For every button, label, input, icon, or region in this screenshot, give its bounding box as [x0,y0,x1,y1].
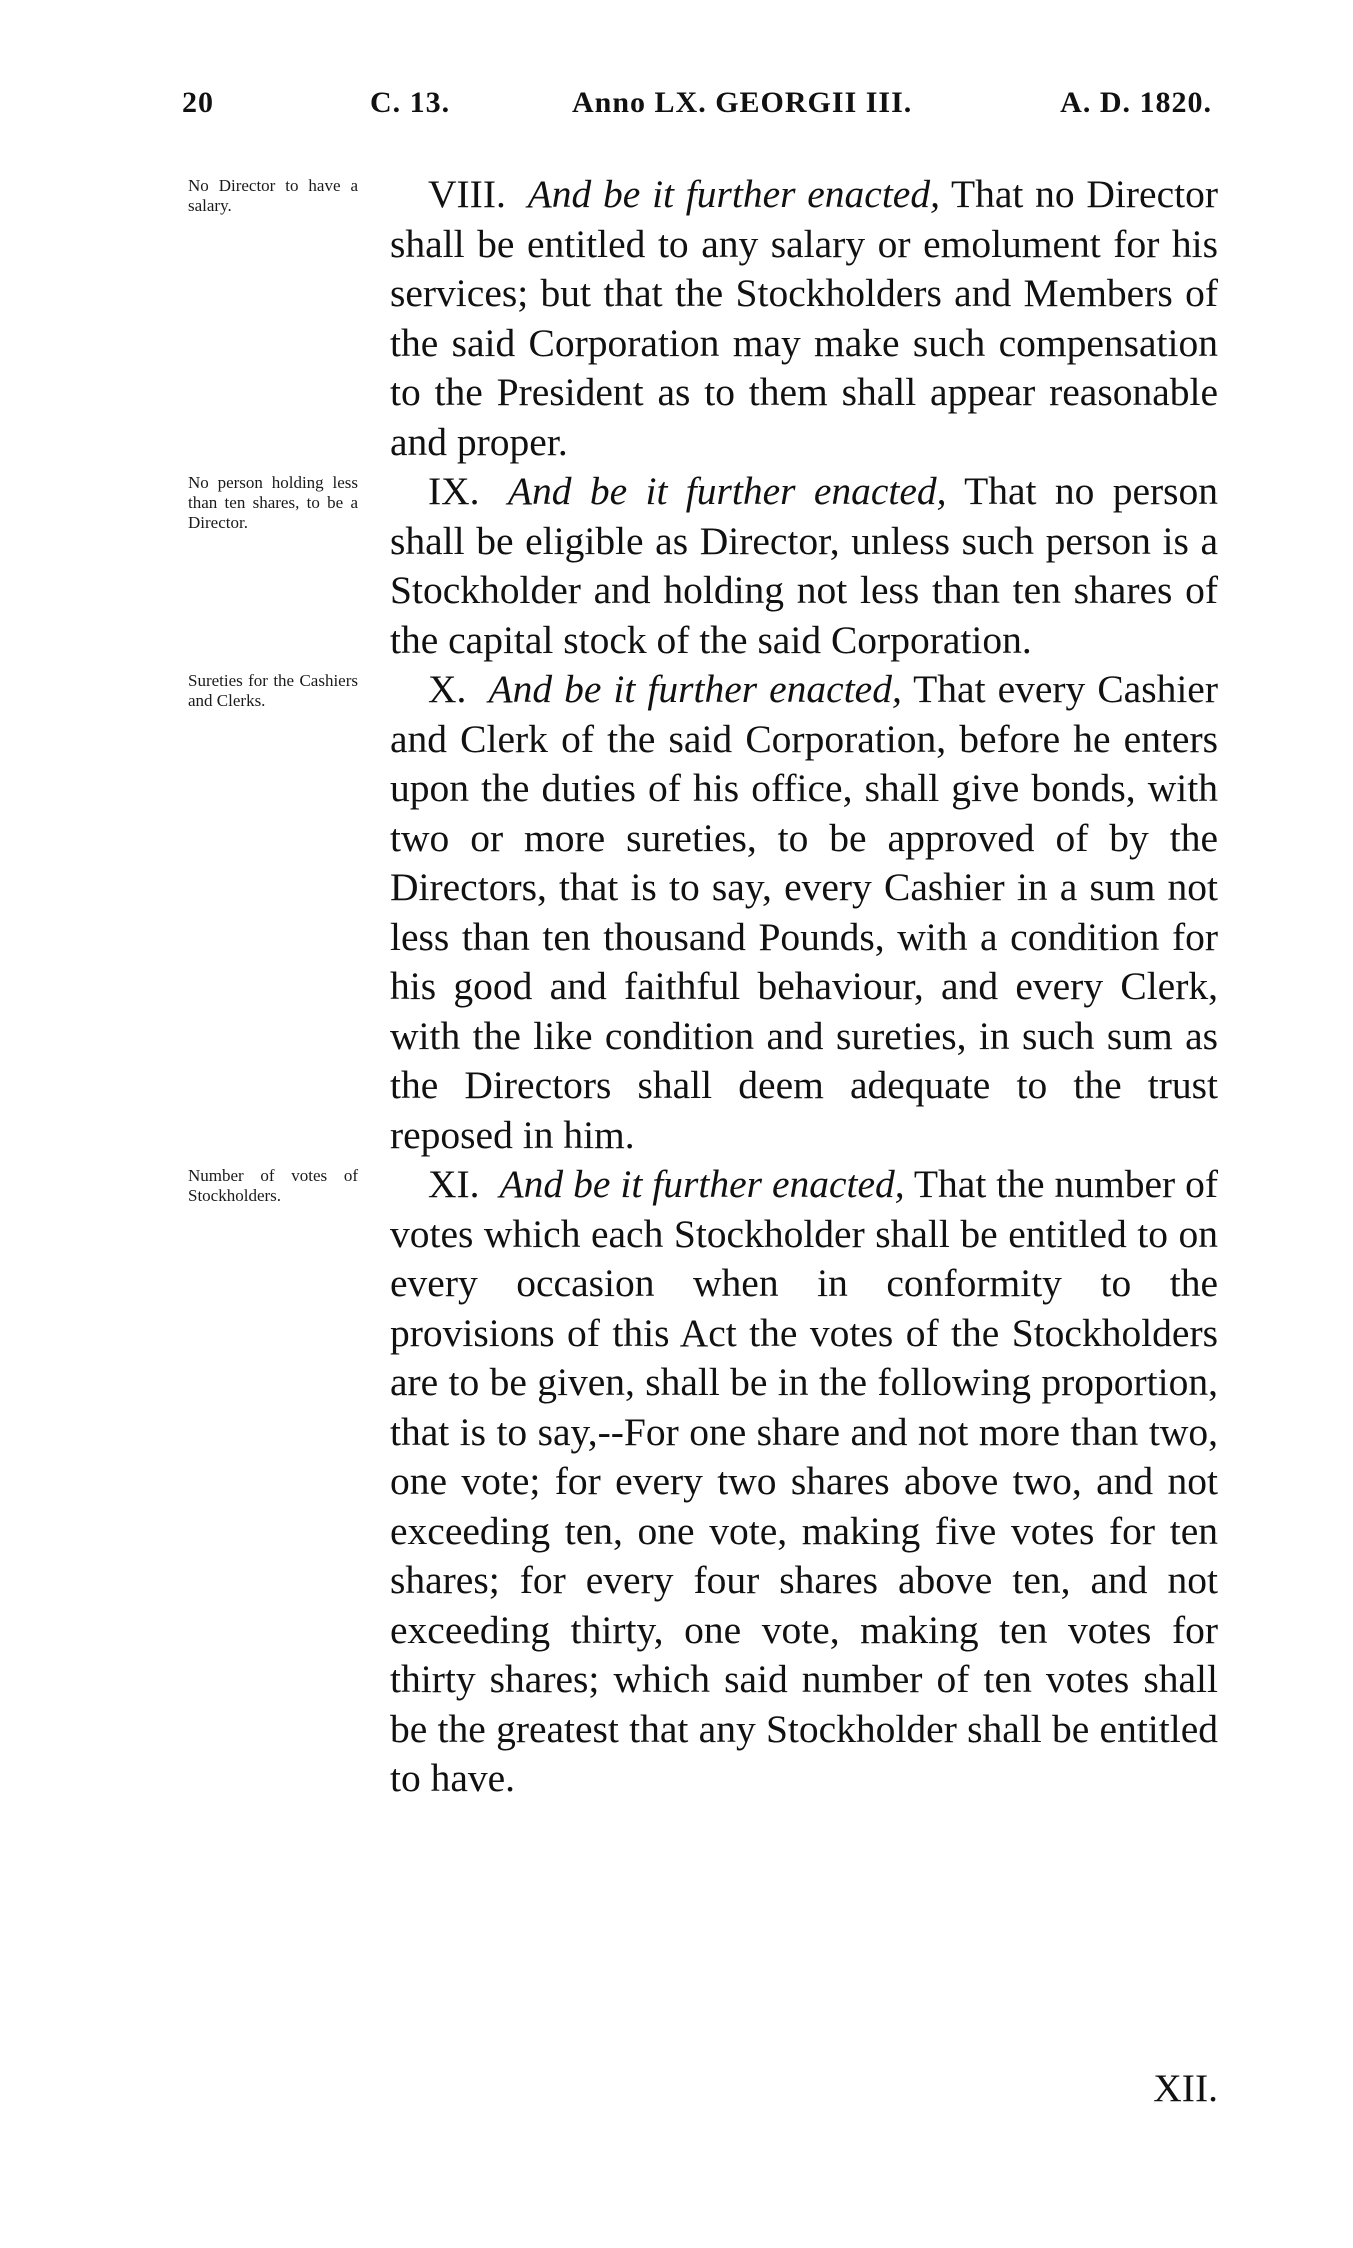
section-x [188,665,1218,1160]
section-paragraph [390,665,1218,1160]
section-text: That no Director shall be entitled to any salary or emolument for his services; but that the Stockholders and Members of the said Corporation may make such compensation to the President as to them shall appear reasonable and proper. [390,172,1218,464]
catchword: XII. [1153,2066,1218,2110]
enacting-clause: And be it further enacted, [499,1162,905,1206]
year: A. D. 1820. [1060,86,1212,119]
section-text: That every Cashier and Clerk of the said Corporation, before he enters upon the duties of his office, shall give bonds, with two or more sureties, to be approved of by the Directors, that is to say, every Cashier in a sum not less than ten thousand Pounds, with a condition for his good and faithful behaviour, and every Clerk, with the like condition and sureties, in such sum as the Directors shall deem adequate to the trust reposed in him. [390,667,1218,1157]
chapter-number: C. 13. [370,86,451,119]
section-paragraph [390,1160,1218,1804]
regnal-year: Anno LX. GEORGII III. [572,86,913,119]
enacting-clause: And be it further enacted, [488,667,902,711]
section-number: VIII. [428,172,506,216]
section-number: IX. [428,469,480,513]
sidenote: No person holding less than ten shares, to be a Director. [188,473,358,532]
section-viii [188,170,1218,467]
sidenote: Sureties for the Cashiers and Clerks. [188,671,358,710]
section-ix [188,467,1218,665]
section-number: XI. [428,1162,480,1206]
section-paragraph [390,170,1218,467]
enacting-clause: And be it further enacted, [527,172,940,216]
running-header [182,86,1212,132]
section-text: That no person shall be eligible as Director, unless such person is a Stockholder and holding not less than ten shares of the capital stock of the said Corporation. [390,469,1218,662]
enacting-clause: And be it further enacted, [507,469,947,513]
section-paragraph [390,467,1218,665]
sidenote: No Director to have a salary. [188,176,358,215]
section-text: That the number of votes which each Stockholder shall be entitled to on every occasion when in conformity to the provisions of this Act the votes of the Stockholders are to be given, shall be in the following proportion, that is to say,--For one share and not more than two, one vote; for every two shares above two, and not exceeding ten, one vote, making five votes for ten shares; for every four shares above ten, and not exceeding thirty, one vote, making ten votes for thirty shares; which said number of ten votes shall be the greatest that any Stockholder shall be entitled to have. [390,1162,1218,1800]
section-number: X. [428,667,467,711]
page-number: 20 [182,86,214,119]
sidenote: Number of votes of Stockholders. [188,1166,358,1205]
section-xi [188,1160,1218,1804]
body-text [188,170,1218,1804]
